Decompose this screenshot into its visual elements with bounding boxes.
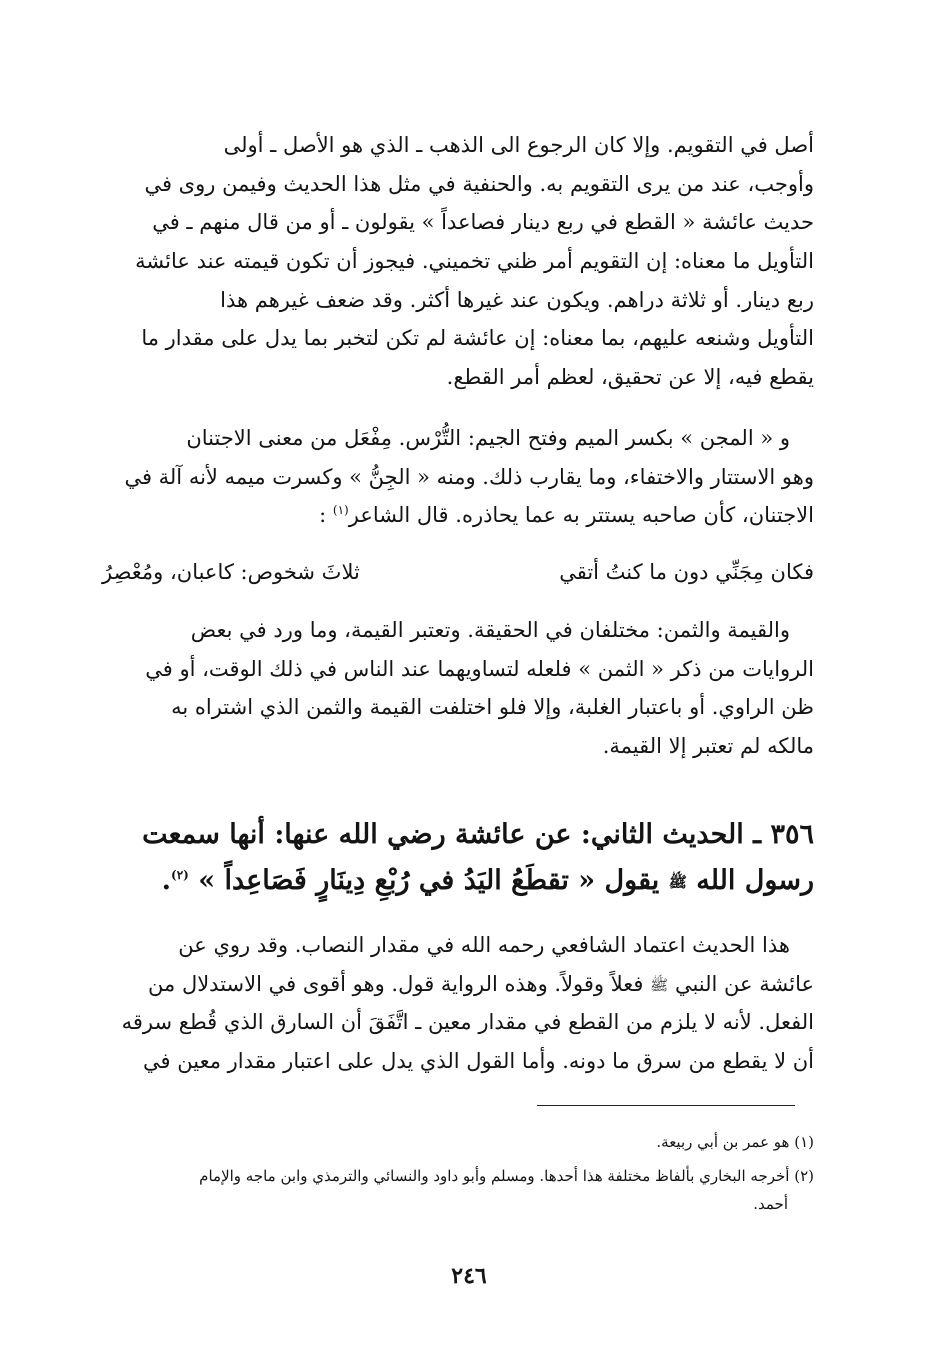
paragraph-2-line-end: : bbox=[319, 503, 327, 528]
paragraph-3-line: الروايات من ذكر « الثمن » فلعله لتساويهما عند الناس في ذلك الوقت، أو في bbox=[145, 656, 814, 681]
paragraph-1-line: يقطع فيه، إلا عن تحقيق، لعظم أمر القطع. bbox=[446, 365, 814, 390]
paragraph-2-line: و « المجن » بكسر الميم وفتح الجيم: التُّرْس. مِفْعَل من معنى الاجتنان bbox=[186, 426, 790, 450]
paragraph-1-line: حديث عائشة « القطع في ربع دينار فصاعداً » يقولون ـ أو من قال منهم ـ في bbox=[152, 210, 814, 235]
salawat-ligature: ﷺ bbox=[650, 975, 669, 994]
paragraph-1-line: التأويل ما معناه: إن التقويم أمر ظني تخميني. فيجوز أن تكون قيمته عند عائشة bbox=[135, 249, 814, 274]
paragraph-4-line-2-end: فعلاً وقولاً. وهذه الرواية قول. وهو أقوى في الاستدلال من bbox=[148, 971, 644, 996]
hadith-line-2-tail: . bbox=[161, 865, 171, 896]
footnote-1: (١) هو عمر بن أبي ربيعة. bbox=[656, 1133, 814, 1151]
footnote-ref-2: (٢) bbox=[171, 868, 189, 882]
hadith-line-2-start: رسول الله bbox=[696, 865, 814, 896]
paragraph-3-line: ظن الراوي. أو باعتبار الغلبة، وإلا فلو اختلفت القيمة والثمن الذي اشتراه به bbox=[171, 695, 814, 720]
paragraph-2-line bbox=[102, 496, 814, 535]
paragraph-1-line: أصل في التقويم. وإلا كان الرجوع الى الذهب ـ الذي هو الأصل ـ أولى bbox=[223, 133, 814, 157]
footnote-separator bbox=[537, 1105, 795, 1106]
paragraph-4-line-2-start: عائشة عن النبي bbox=[674, 971, 814, 996]
footnote-2-continuation: أحمد. bbox=[753, 1195, 788, 1213]
verse-first-hemistich: فكان مِجَنِّي دون ما كنتُ أتقي bbox=[559, 560, 814, 584]
paragraph-4-line-3: الفعل. لأنه لا يلزم من القطع في مقدار معين ـ اتَّفَقَ أن السارق الذي قُطع سرقه bbox=[121, 1010, 814, 1035]
page-number: ٢٤٦ bbox=[451, 1263, 487, 1289]
paragraph-1-line: وأوجب، عند من يرى التقويم به. والحنفية في مثل هذا الحديث وفيمن روى في bbox=[144, 171, 814, 196]
footnote-2: (٢) أخرجه البخاري بألفاظ مختلفة هذا أحدها. ومسلم وأبو داود والنسائي والترمذي وابن ماجه والإمام bbox=[199, 1167, 814, 1185]
footnotes bbox=[102, 1128, 814, 1218]
paragraph-4-line-2 bbox=[102, 965, 814, 1004]
paragraph-1 bbox=[102, 126, 814, 397]
paragraph-2 bbox=[102, 419, 814, 535]
paragraph-2-line: وهو الاستتار والاختفاء، وما يقارب ذلك. ومنه « الجِنُّ » وكسرت ميمه لأنه آلة في bbox=[124, 464, 814, 489]
paragraph-4-line-4: أن لا يقطع من سرق ما دونه. وأما القول الذي يدل على اعتبار مقدار معين في bbox=[143, 1049, 814, 1074]
salawat-ligature: ﷺ bbox=[668, 872, 687, 891]
paragraph-1-line: ربع دينار. أو ثلاثة دراهم. ويكون عند غيرها أكثر. وقد ضعف غيرهم هذا bbox=[220, 287, 814, 312]
footnote-ref-1: (١) bbox=[332, 503, 349, 518]
hadith-line-2-end: يقول « تقطَعُ اليَدُ في رُبْعِ دِينَارٍ فَصَاعِداً » bbox=[198, 865, 660, 896]
hadith-text bbox=[102, 812, 814, 904]
poetry-verse bbox=[102, 552, 814, 592]
paragraph-3-line: والقيمة والثمن: مختلفان في الحقيقة. وتعتبر القيمة، وما ورد في بعض bbox=[190, 618, 790, 642]
hadith-line-2 bbox=[102, 858, 814, 904]
hadith-line-1: ٣٥٦ ـ الحديث الثاني: عن عائشة رضي الله عنها: أنها سمعت bbox=[142, 819, 814, 850]
paragraph-3-line: مالكه لم تعتبر إلا القيمة. bbox=[602, 734, 814, 759]
paragraph-1-line: التأويل وشنعه عليهم، بما معناه: إن عائشة لم تكن لتخبر بما يدل على مقدار ما bbox=[141, 326, 814, 351]
paragraph-3 bbox=[102, 611, 814, 766]
paragraph-4-line-1: هذا الحديث اعتماد الشافعي رحمه الله في مقدار النصاب. وقد روي عن bbox=[178, 933, 790, 957]
verse-second-hemistich: ثلاثَ شخوص: كاعبان، ومُعْصِرُ bbox=[102, 560, 360, 584]
paragraph-2-last-text: الاجتنان، كأن صاحبه يستتر به عما يحاذره. قال الشاعر bbox=[348, 503, 814, 528]
paragraph-4 bbox=[102, 926, 814, 1081]
